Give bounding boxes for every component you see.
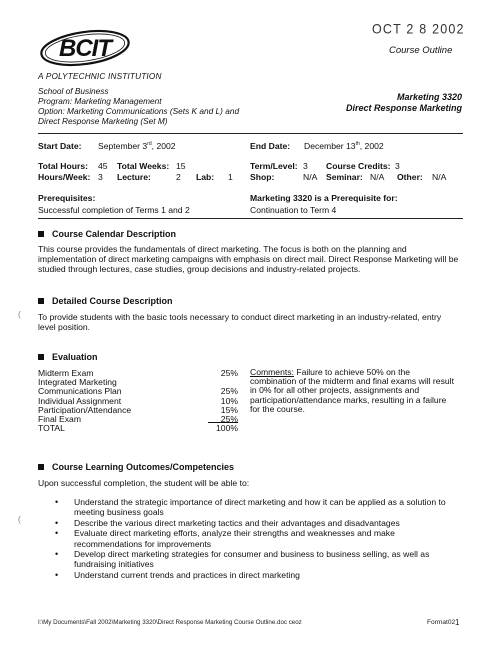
shop-value: N/A [303,172,318,182]
divider-bottom [38,218,463,219]
outcomes-list [74,497,454,581]
other-value: N/A [432,172,447,182]
evaluation-row: Final Exam 25% [38,413,238,424]
calendar-text: This course provides the fundamentals of direct marketing. The focus is both on the planning and implementation of direct marketing campaigns with emphasis on direct mail. Direct Response Marketing will be studied through lectures, case studies, group decisions and industry-related projects. [38,244,459,275]
course-name: Direct Response Marketing [345,103,462,113]
lab-value: 1 [228,172,233,182]
prereq-for-label: Marketing 3320 is a Prerequisite for: [250,193,398,203]
page-number: 1 [455,618,460,627]
outcome-item: • Understand current trends and practices in direct marketing [74,570,454,580]
document-type: Course Outline [389,45,453,56]
end-date-value: December 13th, 2002 [304,141,384,151]
lab-label: Lab: [196,172,215,182]
option-line-1: Option: Marketing Communications (Sets K and L) and [38,106,240,116]
institution-tagline: A POLYTECHNIC INSTITUTION [38,72,162,81]
section-bullet-icon [38,354,44,360]
bcit-logo [38,26,133,70]
end-date-label: End Date: [250,141,291,151]
detailed-text: To provide students with the basic tools necessary to conduct direct marketing in an industry-related, entry level position. [38,312,442,333]
detailed-heading [38,296,173,307]
evaluation-row: Integrated Marketing [38,377,117,388]
school-name: School of Business [38,86,109,96]
outcome-item: • Understand the strategic importance of direct marketing and how it can be applied as a solution to meeting business goals [74,497,454,517]
term-label: Term/Level: [250,161,298,171]
shop-label: Shop: [250,172,275,182]
option-line-2: Direct Response Marketing (Set M) [38,116,168,126]
evaluation-table [38,368,238,432]
date-stamp: OCT 2 8 2002 [372,21,465,37]
outcome-item: • Describe the various direct marketing tactics and their advantages and disadvantages [74,518,454,528]
section-bullet-icon [38,231,44,237]
evaluation-comments [250,368,455,414]
outcomes-title: Course Learning Outcomes/Competencies [52,462,235,472]
outcome-item: • Evaluate direct marketing efforts, analyze their strengths and weaknesses and make recommendations for improvements [74,528,454,548]
scan-mark: ( [18,310,21,319]
evaluation-heading [38,352,98,363]
total-weeks-value: 15 [176,161,186,171]
evaluation-row: Participation/Attendance 15% [38,404,238,415]
comments-text: Failure to achieve 50% on the combination of the midterm and final exams will result in 0% for all other projects, assignments and participation/attendance marks, resulting in a failure for the course. [250,367,454,414]
divider-top [38,133,463,134]
term-value: 3 [303,161,308,171]
footer-form: Format02 [427,619,456,626]
comments-label: Comments: [250,367,294,377]
start-date-label: Start Date: [38,141,82,151]
prereq-label: Prerequisites: [38,193,96,203]
credits-value: 3 [395,161,400,171]
footer-path: I:\My Documents\Fall 2002\Marketing 3320\Direct Response Marketing Course Outline.doc ceoz [38,619,302,626]
credits-label: Course Credits: [326,161,391,171]
scan-mark: ( [18,515,21,524]
course-code: Marketing 3320 [396,92,462,102]
start-date-value: September 3rd, 2002 [98,141,176,151]
other-label: Other: [397,172,423,182]
evaluation-row: Individual Assignment 10% [38,395,238,406]
total-hours-label: Total Hours: [38,161,88,171]
evaluation-row: Midterm Exam 25% [38,368,238,378]
school-block [38,86,239,126]
seminar-value: N/A [370,172,385,182]
outcomes-heading [38,462,234,473]
logo-text: BCIT [59,35,111,62]
program-name: Program: Marketing Management [38,96,162,106]
prereq-value: Successful completion of Terms 1 and 2 [38,205,190,215]
course-title-block [346,92,462,114]
evaluation-title: Evaluation [52,352,98,362]
prereq-for-value: Continuation to Term 4 [250,205,337,215]
evaluation-row: Communications Plan 25% [38,386,238,397]
section-bullet-icon [38,464,44,470]
calendar-heading [38,229,176,240]
lecture-label: Lecture: [117,172,151,182]
hours-week-label: Hours/Week: [38,172,91,182]
calendar-title: Course Calendar Description [52,229,177,239]
total-hours-value: 45 [98,161,108,171]
seminar-label: Seminar: [326,172,363,182]
section-bullet-icon [38,298,44,304]
hours-week-value: 3 [98,172,103,182]
total-weeks-label: Total Weeks: [117,161,170,171]
lecture-value: 2 [176,172,181,182]
outcomes-intro: Upon successful completion, the student will be able to: [38,478,250,488]
outcome-item: • Develop direct marketing strategies for consumer and business to business selling, as well as fundraising initiatives [74,549,454,569]
detailed-title: Detailed Course Description [52,296,173,306]
evaluation-total-row: TOTAL 100% [38,423,238,434]
